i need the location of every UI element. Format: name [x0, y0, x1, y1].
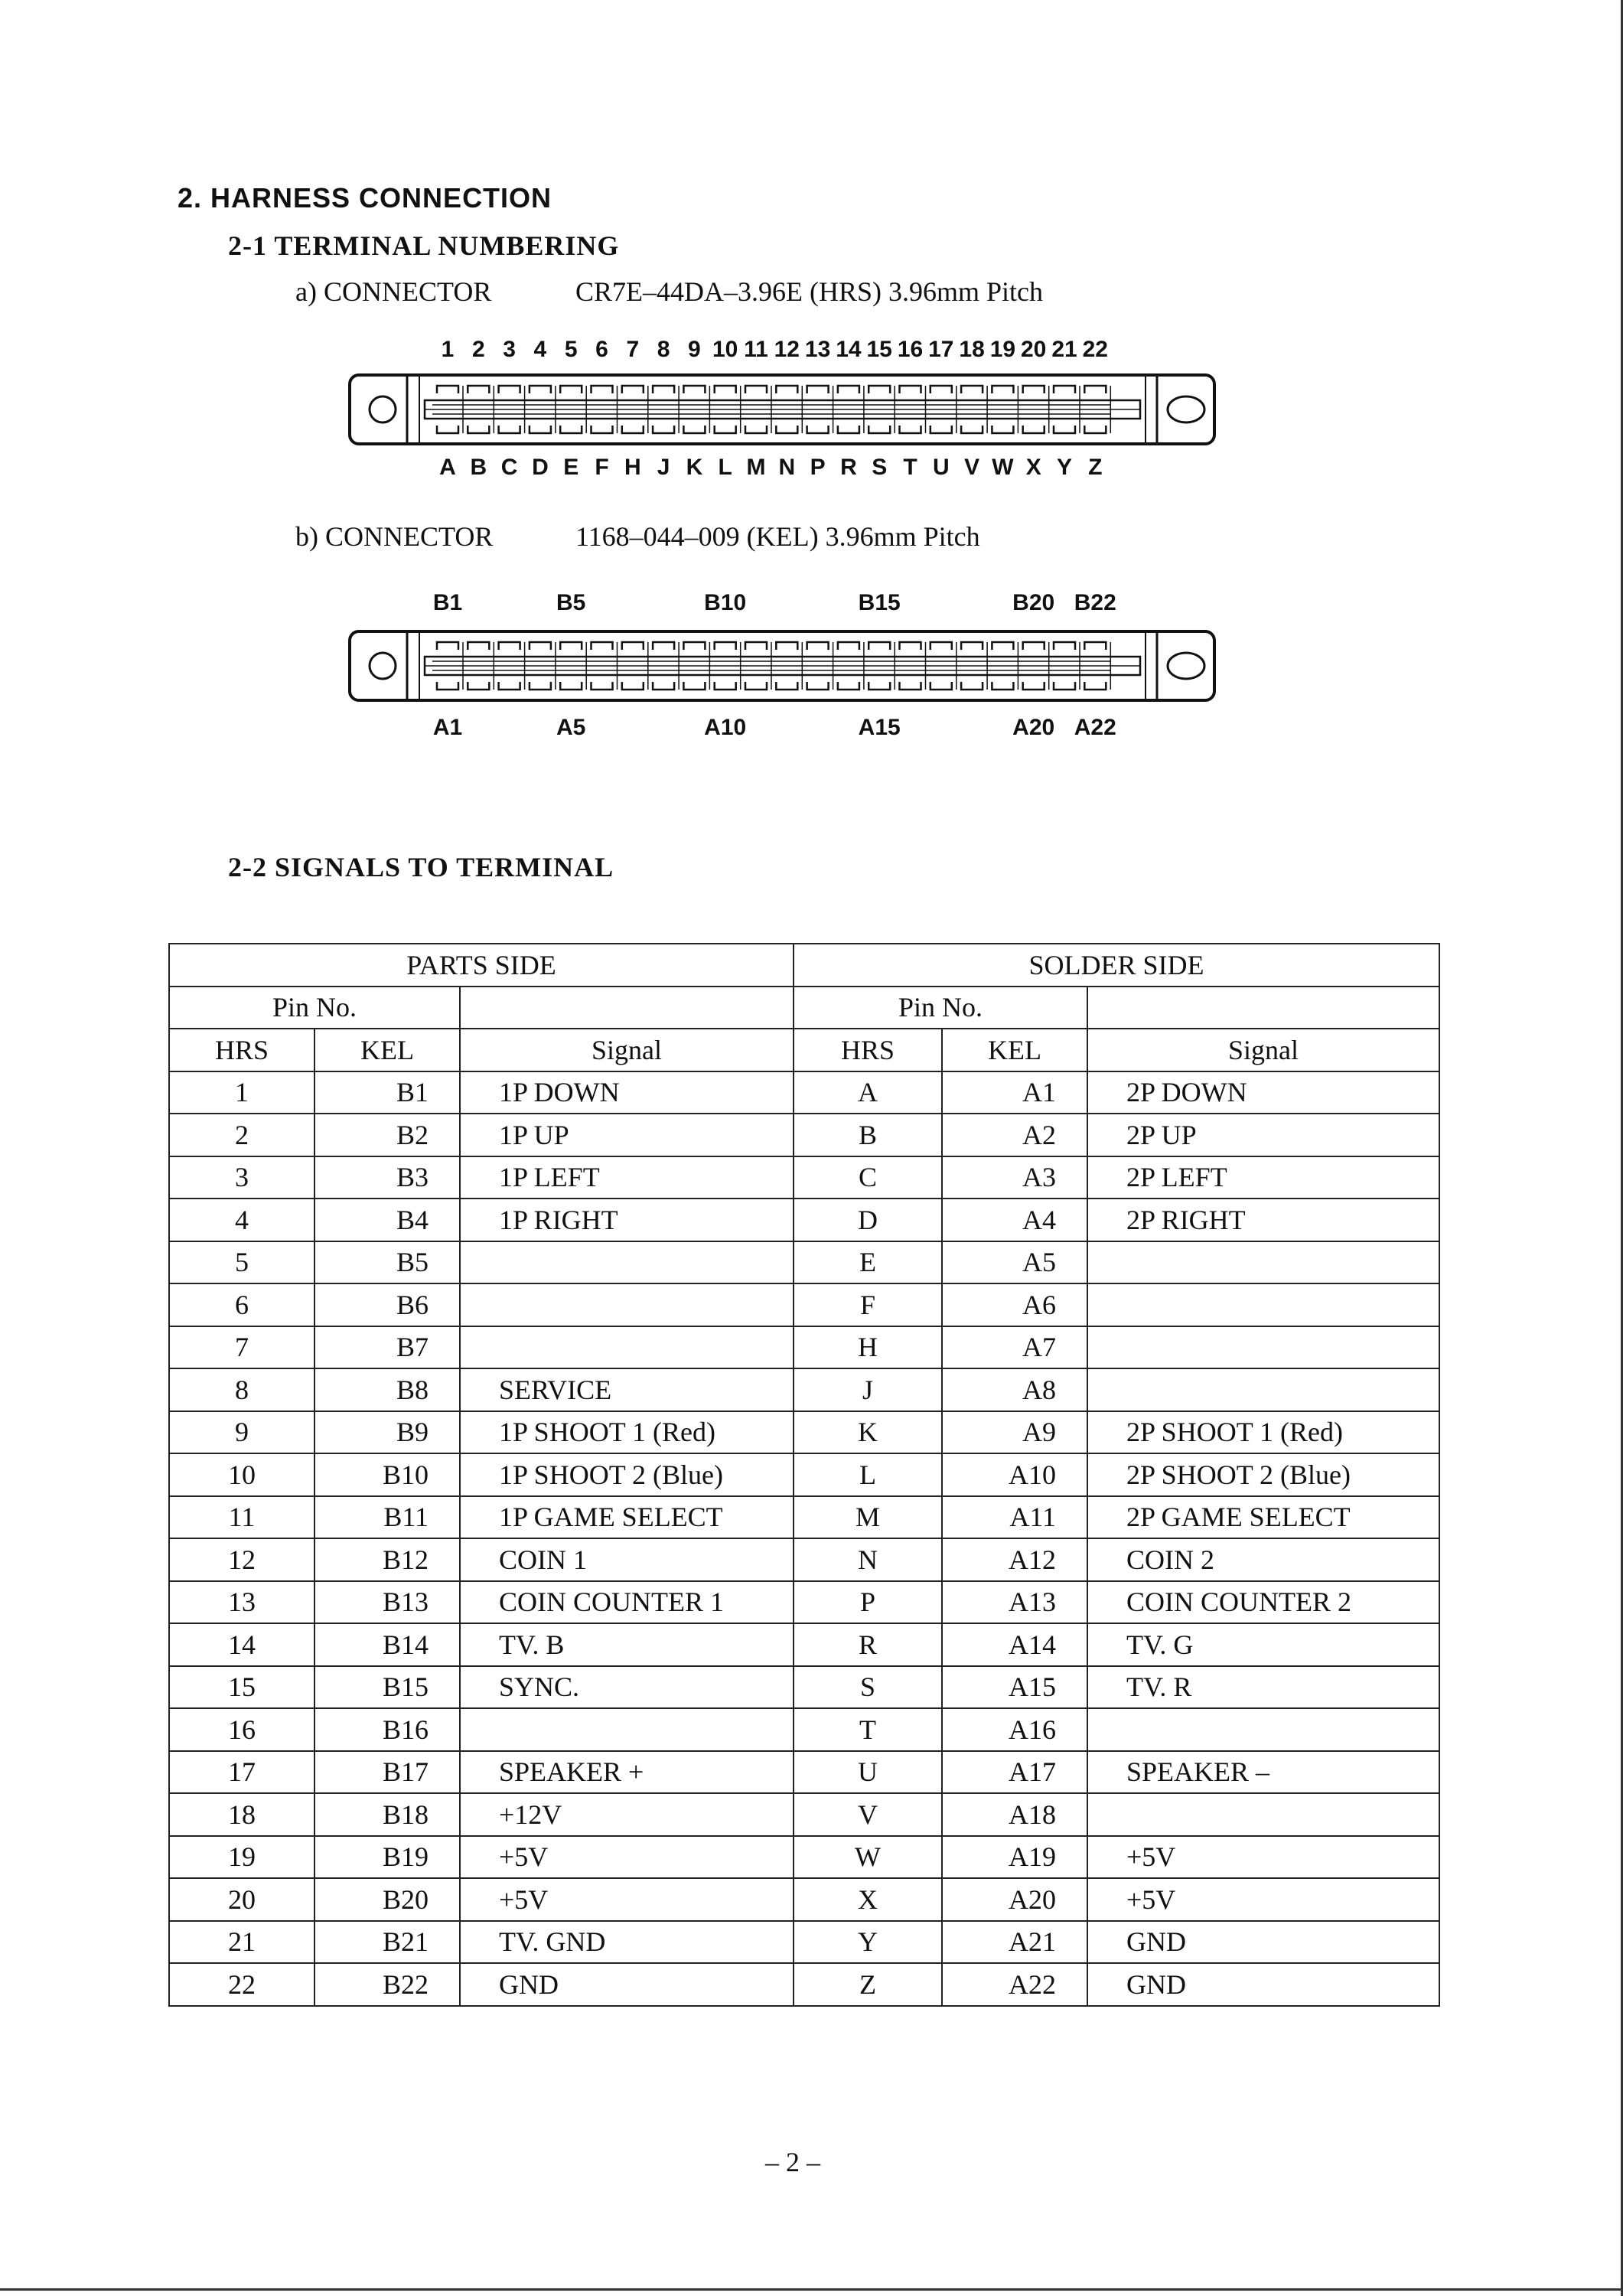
- solder-kel-cell: A2: [942, 1114, 1087, 1156]
- parts-side-header: PARTS SIDE: [169, 944, 794, 987]
- solder-hrs-cell: M: [794, 1496, 942, 1539]
- parts-kel-cell: B20: [314, 1878, 460, 1921]
- connector-a-diagram: [0, 321, 1623, 490]
- parts-kel-cell: B8: [314, 1368, 460, 1411]
- parts-signal-cell: [460, 1283, 794, 1326]
- solder-signal-cell: [1087, 1793, 1439, 1836]
- table-row: [169, 1963, 1439, 2006]
- parts-hrs-cell: 8: [169, 1368, 314, 1411]
- parts-signal-cell: 1P SHOOT 1 (Red): [460, 1411, 794, 1454]
- pin-number-label: 11: [744, 337, 768, 362]
- parts-hrs-cell: 20: [169, 1878, 314, 1921]
- connector-b-body: [350, 630, 1214, 702]
- table-row: [169, 1411, 1439, 1454]
- pin-letter-label: U: [932, 455, 950, 480]
- parts-signal-cell: SPEAKER +: [460, 1751, 794, 1794]
- parts-signal-cell: TV. B: [460, 1623, 794, 1666]
- solder-kel-cell: A17: [942, 1751, 1087, 1794]
- parts-kel-cell: B9: [314, 1411, 460, 1454]
- parts-hrs-cell: 13: [169, 1581, 314, 1624]
- solder-hrs-cell: W: [794, 1836, 942, 1879]
- solder-signal-cell: 2P LEFT: [1087, 1156, 1439, 1199]
- pin-letter-label: V: [964, 455, 980, 480]
- parts-hrs-cell: 15: [169, 1666, 314, 1709]
- pin-a-label: A5: [556, 715, 586, 740]
- solder-kel-cell: A15: [942, 1666, 1087, 1709]
- parts-kel-cell: B21: [314, 1921, 460, 1964]
- pin-letter-label: H: [624, 455, 641, 480]
- pin-number-label: 3: [503, 337, 516, 362]
- pin-letter-label: X: [1025, 455, 1041, 480]
- parts-kel-cell: B4: [314, 1199, 460, 1241]
- table-row: [169, 1326, 1439, 1369]
- pin-number-label: 18: [959, 337, 985, 362]
- pin-a-label: A1: [432, 715, 463, 740]
- table-row: [169, 1708, 1439, 1751]
- pin-b-label: B10: [704, 590, 747, 615]
- solder-kel-cell: A16: [942, 1708, 1087, 1751]
- pin-letter-label: Z: [1088, 455, 1103, 480]
- pin-number-label: 17: [928, 337, 954, 362]
- solder-signal-cell: GND: [1087, 1921, 1439, 1964]
- connector-a-label: a) CONNECTOR: [295, 276, 492, 307]
- pin-a-label: A15: [858, 715, 901, 740]
- parts-hrs-cell: 9: [169, 1411, 314, 1454]
- pin-letter-label: C: [500, 455, 518, 480]
- solder-kel-cell: A5: [942, 1241, 1087, 1284]
- table-row: [169, 1156, 1439, 1199]
- solder-signal-cell: [1087, 1368, 1439, 1411]
- parts-hrs-cell: 4: [169, 1199, 314, 1241]
- parts-kel-cell: B14: [314, 1623, 460, 1666]
- pin-b-label: B20: [1012, 590, 1055, 615]
- solder-kel-cell: A12: [942, 1538, 1087, 1581]
- connector-b-spec: 1168–044–009 (KEL) 3.96mm Pitch: [575, 521, 980, 552]
- pin-letter-label: M: [746, 455, 766, 480]
- solder-signal-cell: 2P SHOOT 1 (Red): [1087, 1411, 1439, 1454]
- pin-number-label: 4: [533, 337, 547, 362]
- table-row: [169, 1878, 1439, 1921]
- pin-number-label: 14: [836, 337, 862, 362]
- table-row: [169, 1283, 1439, 1326]
- parts-kel-cell: B5: [314, 1241, 460, 1284]
- solder-kel-cell: A19: [942, 1836, 1087, 1879]
- solder-kel-cell: A22: [942, 1963, 1087, 2006]
- solder-kel-cell: A18: [942, 1793, 1087, 1836]
- table-row: [169, 1241, 1439, 1284]
- parts-pin-no-header: Pin No.: [169, 987, 460, 1029]
- solder-hrs-cell: C: [794, 1156, 942, 1199]
- parts-hrs-cell: 21: [169, 1921, 314, 1964]
- solder-kel-header: KEL: [942, 1029, 1087, 1071]
- solder-hrs-cell: Z: [794, 1963, 942, 2006]
- solder-signal-cell: [1087, 1241, 1439, 1284]
- pin-letter-label: W: [992, 455, 1014, 480]
- table-row: [169, 1623, 1439, 1666]
- parts-kel-cell: B10: [314, 1453, 460, 1496]
- parts-blank-header: [460, 987, 794, 1029]
- solder-hrs-cell: E: [794, 1241, 942, 1284]
- parts-signal-cell: SYNC.: [460, 1666, 794, 1709]
- parts-hrs-cell: 6: [169, 1283, 314, 1326]
- parts-hrs-cell: 17: [169, 1751, 314, 1794]
- solder-hrs-cell: B: [794, 1114, 942, 1156]
- parts-hrs-cell: 11: [169, 1496, 314, 1539]
- solder-signal-cell: 2P UP: [1087, 1114, 1439, 1156]
- solder-signal-cell: [1087, 1708, 1439, 1751]
- pin-number-label: 22: [1082, 337, 1108, 362]
- solder-kel-cell: A11: [942, 1496, 1087, 1539]
- table-row: [169, 1496, 1439, 1539]
- solder-signal-cell: 2P GAME SELECT: [1087, 1496, 1439, 1539]
- solder-kel-cell: A9: [942, 1411, 1087, 1454]
- parts-signal-cell: COIN 1: [460, 1538, 794, 1581]
- parts-kel-cell: B7: [314, 1326, 460, 1369]
- solder-hrs-cell: J: [794, 1368, 942, 1411]
- parts-signal-cell: 1P RIGHT: [460, 1199, 794, 1241]
- table-pin-header-row: [169, 987, 1439, 1029]
- pin-letter-label: E: [563, 455, 579, 480]
- solder-kel-cell: A13: [942, 1581, 1087, 1624]
- pin-number-label: 6: [595, 337, 608, 362]
- solder-signal-cell: TV. G: [1087, 1623, 1439, 1666]
- parts-hrs-cell: 16: [169, 1708, 314, 1751]
- parts-hrs-cell: 14: [169, 1623, 314, 1666]
- solder-hrs-cell: R: [794, 1623, 942, 1666]
- table-row: [169, 1114, 1439, 1156]
- parts-hrs-cell: 3: [169, 1156, 314, 1199]
- pin-b-label: B5: [556, 590, 586, 615]
- solder-signal-cell: +5V: [1087, 1878, 1439, 1921]
- pin-letter-label: Y: [1056, 455, 1073, 480]
- solder-hrs-cell: P: [794, 1581, 942, 1624]
- parts-hrs-cell: 2: [169, 1114, 314, 1156]
- pin-number-label: 2: [471, 337, 485, 362]
- solder-pin-no-header: Pin No.: [794, 987, 1087, 1029]
- solder-signal-cell: 2P SHOOT 2 (Blue): [1087, 1453, 1439, 1496]
- pin-letter-label: T: [903, 455, 917, 480]
- pin-number-label: 20: [1021, 337, 1047, 362]
- parts-signal-cell: TV. GND: [460, 1921, 794, 1964]
- parts-kel-cell: B22: [314, 1963, 460, 2006]
- parts-hrs-cell: 18: [169, 1793, 314, 1836]
- parts-hrs-cell: 22: [169, 1963, 314, 2006]
- section-title: 2. HARNESS CONNECTION: [178, 182, 552, 214]
- pin-number-label: 15: [866, 337, 892, 362]
- pin-number-label: 7: [626, 337, 640, 362]
- solder-kel-cell: A3: [942, 1156, 1087, 1199]
- pin-letter-label: K: [686, 455, 703, 480]
- parts-kel-cell: B2: [314, 1114, 460, 1156]
- solder-hrs-cell: X: [794, 1878, 942, 1921]
- parts-hrs-header: HRS: [169, 1029, 314, 1071]
- pin-number-label: 8: [657, 337, 670, 362]
- pin-number-label: 5: [564, 337, 578, 362]
- table-column-header-row: [169, 1029, 1439, 1071]
- solder-kel-cell: A21: [942, 1921, 1087, 1964]
- pin-b-label: B1: [432, 590, 463, 615]
- solder-hrs-cell: V: [794, 1793, 942, 1836]
- pin-a-label: A10: [704, 715, 747, 740]
- pin-number-label: 13: [804, 337, 831, 362]
- solder-side-header: SOLDER SIDE: [794, 944, 1439, 987]
- solder-kel-cell: A14: [942, 1623, 1087, 1666]
- scan-edge-bottom: [0, 2288, 1623, 2291]
- parts-kel-cell: B19: [314, 1836, 460, 1879]
- solder-signal-cell: COIN COUNTER 2: [1087, 1581, 1439, 1624]
- parts-signal-cell: +5V: [460, 1836, 794, 1879]
- table-row: [169, 1751, 1439, 1794]
- parts-signal-cell: 1P GAME SELECT: [460, 1496, 794, 1539]
- pin-number-label: 10: [712, 337, 738, 362]
- parts-signal-cell: [460, 1326, 794, 1369]
- parts-hrs-cell: 7: [169, 1326, 314, 1369]
- parts-hrs-cell: 19: [169, 1836, 314, 1879]
- table-row: [169, 1368, 1439, 1411]
- solder-hrs-cell: A: [794, 1071, 942, 1114]
- parts-signal-cell: 1P DOWN: [460, 1071, 794, 1114]
- solder-hrs-cell: T: [794, 1708, 942, 1751]
- pin-letter-label: B: [470, 455, 487, 480]
- parts-kel-cell: B18: [314, 1793, 460, 1836]
- solder-kel-cell: A1: [942, 1071, 1087, 1114]
- signals-heading: 2-2 SIGNALS TO TERMINAL: [228, 852, 614, 882]
- terminal-numbering-heading: 2-1 TERMINAL NUMBERING: [228, 230, 620, 261]
- table-side-header-row: [169, 944, 1439, 987]
- solder-blank-header: [1087, 987, 1439, 1029]
- parts-signal-cell: [460, 1708, 794, 1751]
- pin-letter-label: L: [718, 455, 732, 480]
- connector-b-diagram: [0, 578, 1623, 754]
- pin-letter-label: J: [657, 455, 670, 480]
- parts-kel-cell: B11: [314, 1496, 460, 1539]
- solder-hrs-cell: Y: [794, 1921, 942, 1964]
- parts-kel-header: KEL: [314, 1029, 460, 1071]
- mounting-hole-left: [370, 653, 396, 679]
- solder-kel-cell: A4: [942, 1199, 1087, 1241]
- solder-kel-cell: A20: [942, 1878, 1087, 1921]
- solder-signal-cell: GND: [1087, 1963, 1439, 2006]
- pin-b-label: B15: [858, 590, 901, 615]
- table-row: [169, 1793, 1439, 1836]
- pin-number-label: 19: [989, 337, 1016, 362]
- parts-signal-cell: +5V: [460, 1878, 794, 1921]
- pin-a-label: A20: [1012, 715, 1055, 740]
- pin-letter-label: F: [595, 455, 609, 480]
- parts-signal-cell: 1P UP: [460, 1114, 794, 1156]
- table-row: [169, 1581, 1439, 1624]
- mounting-hole-left: [370, 396, 396, 422]
- parts-signal-cell: GND: [460, 1963, 794, 2006]
- parts-kel-cell: B15: [314, 1666, 460, 1709]
- parts-signal-cell: 1P LEFT: [460, 1156, 794, 1199]
- solder-signal-cell: SPEAKER –: [1087, 1751, 1439, 1794]
- solder-signal-header: Signal: [1087, 1029, 1439, 1071]
- parts-signal-cell: 1P SHOOT 2 (Blue): [460, 1453, 794, 1496]
- table-row: [169, 1071, 1439, 1114]
- solder-hrs-header: HRS: [794, 1029, 942, 1071]
- pin-letter-label: P: [810, 455, 826, 480]
- pin-letter-label: S: [872, 455, 888, 480]
- parts-signal-cell: [460, 1241, 794, 1284]
- parts-kel-cell: B12: [314, 1538, 460, 1581]
- solder-signal-cell: [1087, 1326, 1439, 1369]
- parts-hrs-cell: 12: [169, 1538, 314, 1581]
- connector-a-body: [350, 373, 1214, 445]
- pin-number-label: 16: [897, 337, 924, 362]
- signals-table: [168, 943, 1440, 2007]
- solder-hrs-cell: H: [794, 1326, 942, 1369]
- pin-letter-label: D: [532, 455, 549, 480]
- pin-letter-label: A: [439, 455, 456, 480]
- table-row: [169, 1836, 1439, 1879]
- solder-signal-cell: 2P RIGHT: [1087, 1199, 1439, 1241]
- parts-hrs-cell: 5: [169, 1241, 314, 1284]
- solder-kel-cell: A10: [942, 1453, 1087, 1496]
- solder-kel-cell: A6: [942, 1283, 1087, 1326]
- pin-b-label: B22: [1074, 590, 1116, 615]
- solder-hrs-cell: K: [794, 1411, 942, 1454]
- parts-hrs-cell: 1: [169, 1071, 314, 1114]
- pin-letter-label: N: [778, 455, 796, 480]
- table-row: [169, 1666, 1439, 1709]
- pin-number-label: 9: [688, 337, 701, 362]
- pin-number-label: 21: [1051, 337, 1077, 362]
- solder-hrs-cell: D: [794, 1199, 942, 1241]
- parts-kel-cell: B16: [314, 1708, 460, 1751]
- solder-hrs-cell: L: [794, 1453, 942, 1496]
- solder-signal-cell: 2P DOWN: [1087, 1071, 1439, 1114]
- solder-signal-cell: +5V: [1087, 1836, 1439, 1879]
- parts-hrs-cell: 10: [169, 1453, 314, 1496]
- solder-hrs-cell: S: [794, 1666, 942, 1709]
- mounting-hole-right: [1168, 396, 1204, 422]
- solder-kel-cell: A8: [942, 1368, 1087, 1411]
- pin-number-label: 1: [441, 337, 455, 362]
- solder-signal-cell: [1087, 1283, 1439, 1326]
- pin-number-label: 12: [774, 337, 800, 362]
- solder-signal-cell: COIN 2: [1087, 1538, 1439, 1581]
- parts-kel-cell: B1: [314, 1071, 460, 1114]
- solder-hrs-cell: N: [794, 1538, 942, 1581]
- table-row: [169, 1453, 1439, 1496]
- parts-signal-cell: +12V: [460, 1793, 794, 1836]
- parts-signal-cell: COIN COUNTER 1: [460, 1581, 794, 1624]
- solder-kel-cell: A7: [942, 1326, 1087, 1369]
- mounting-hole-right: [1168, 653, 1204, 679]
- connector-b-label: b) CONNECTOR: [295, 521, 494, 552]
- parts-signal-cell: SERVICE: [460, 1368, 794, 1411]
- parts-kel-cell: B6: [314, 1283, 460, 1326]
- solder-hrs-cell: F: [794, 1283, 942, 1326]
- parts-kel-cell: B3: [314, 1156, 460, 1199]
- pin-a-label: A22: [1074, 715, 1116, 740]
- parts-kel-cell: B13: [314, 1581, 460, 1624]
- table-row: [169, 1538, 1439, 1581]
- solder-signal-cell: TV. R: [1087, 1666, 1439, 1709]
- pin-letter-label: R: [840, 455, 857, 480]
- solder-hrs-cell: U: [794, 1751, 942, 1794]
- table-row: [169, 1199, 1439, 1241]
- page-number: – 2 –: [765, 2147, 820, 2177]
- connector-a-spec: CR7E–44DA–3.96E (HRS) 3.96mm Pitch: [575, 276, 1044, 307]
- parts-signal-header: Signal: [460, 1029, 794, 1071]
- parts-kel-cell: B17: [314, 1751, 460, 1794]
- table-row: [169, 1921, 1439, 1964]
